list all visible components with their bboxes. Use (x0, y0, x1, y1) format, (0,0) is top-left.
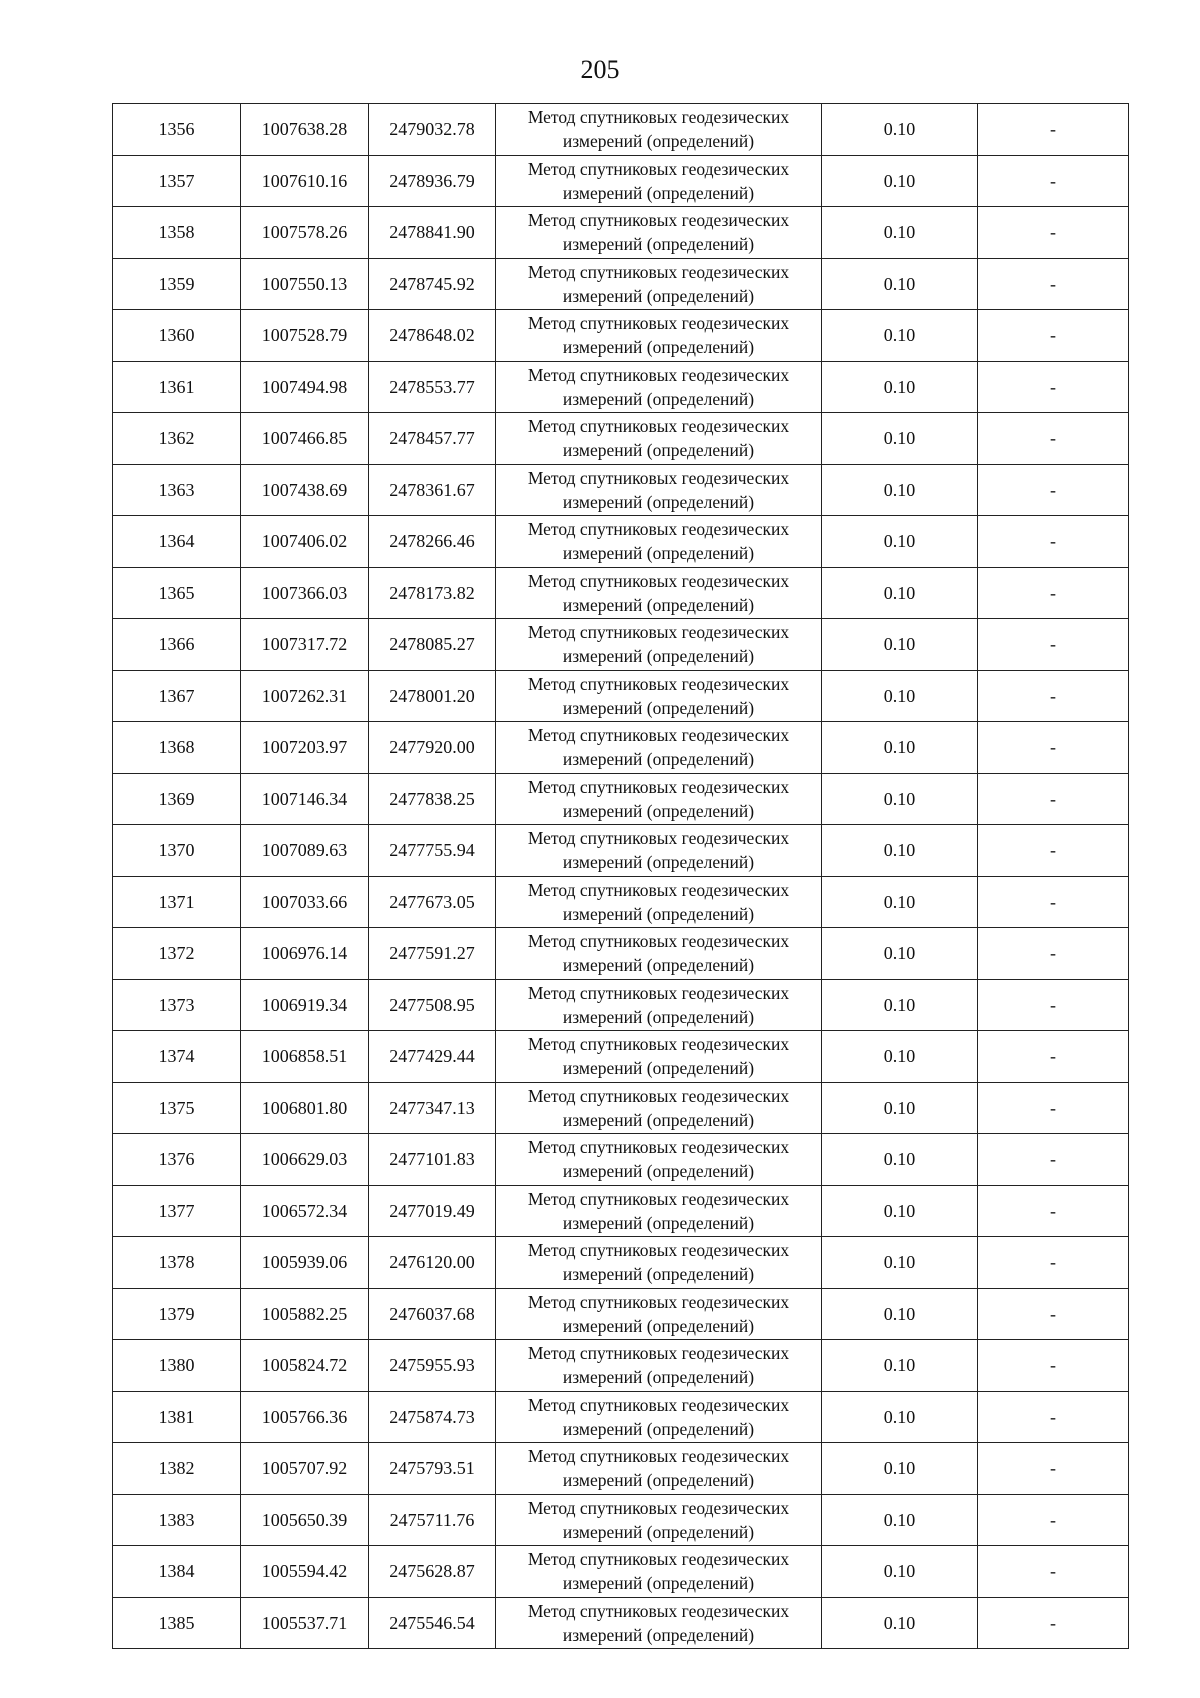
y-coordinate-cell: 2477347.13 (369, 1082, 496, 1134)
x-coordinate-cell: 1006919.34 (241, 979, 369, 1031)
table-row (113, 1597, 1129, 1649)
table-row (113, 979, 1129, 1031)
accuracy-cell: 0.10 (822, 207, 978, 259)
note-cell: - (978, 928, 1129, 980)
y-coordinate-cell: 2478457.77 (369, 413, 496, 465)
x-coordinate-cell: 1007550.13 (241, 258, 369, 310)
method-cell: Метод спутниковых геодезических измерений (определений) (496, 670, 822, 722)
point-number-cell: 1382 (113, 1443, 241, 1495)
y-coordinate-cell: 2475546.54 (369, 1597, 496, 1649)
method-cell: Метод спутниковых геодезических измерений (определений) (496, 1031, 822, 1083)
accuracy-cell: 0.10 (822, 1546, 978, 1598)
note-cell: - (978, 464, 1129, 516)
accuracy-cell: 0.10 (822, 1340, 978, 1392)
point-number-cell: 1376 (113, 1134, 241, 1186)
y-coordinate-cell: 2477019.49 (369, 1185, 496, 1237)
note-cell: - (978, 258, 1129, 310)
table-row (113, 1134, 1129, 1186)
x-coordinate-cell: 1007146.34 (241, 773, 369, 825)
method-cell: Метод спутниковых геодезических измерений (определений) (496, 1443, 822, 1495)
note-cell: - (978, 619, 1129, 671)
page-number: 205 (580, 55, 620, 84)
table-row (113, 1494, 1129, 1546)
x-coordinate-cell: 1007528.79 (241, 310, 369, 362)
point-number-cell: 1381 (113, 1391, 241, 1443)
point-number-cell: 1368 (113, 722, 241, 774)
x-coordinate-cell: 1005594.42 (241, 1546, 369, 1598)
note-cell: - (978, 1340, 1129, 1392)
y-coordinate-cell: 2478001.20 (369, 670, 496, 722)
x-coordinate-cell: 1006629.03 (241, 1134, 369, 1186)
x-coordinate-cell: 1007438.69 (241, 464, 369, 516)
point-number-cell: 1360 (113, 310, 241, 362)
accuracy-cell: 0.10 (822, 619, 978, 671)
note-cell: - (978, 1185, 1129, 1237)
point-number-cell: 1362 (113, 413, 241, 465)
accuracy-cell: 0.10 (822, 1597, 978, 1649)
point-number-cell: 1379 (113, 1288, 241, 1340)
point-number-cell: 1358 (113, 207, 241, 259)
table-row (113, 413, 1129, 465)
x-coordinate-cell: 1006801.80 (241, 1082, 369, 1134)
y-coordinate-cell: 2479032.78 (369, 104, 496, 156)
table-row (113, 361, 1129, 413)
method-cell: Метод спутниковых геодезических измерений (определений) (496, 464, 822, 516)
method-cell: Метод спутниковых геодезических измерений (определений) (496, 825, 822, 877)
method-cell: Метод спутниковых геодезических измерений (определений) (496, 1134, 822, 1186)
table-row (113, 310, 1129, 362)
point-number-cell: 1361 (113, 361, 241, 413)
method-cell: Метод спутниковых геодезических измерений (определений) (496, 1082, 822, 1134)
y-coordinate-cell: 2476037.68 (369, 1288, 496, 1340)
y-coordinate-cell: 2475711.76 (369, 1494, 496, 1546)
point-number-cell: 1363 (113, 464, 241, 516)
coordinates-table (112, 103, 1129, 1649)
x-coordinate-cell: 1007610.16 (241, 155, 369, 207)
table-row (113, 1185, 1129, 1237)
point-number-cell: 1378 (113, 1237, 241, 1289)
point-number-cell: 1366 (113, 619, 241, 671)
accuracy-cell: 0.10 (822, 825, 978, 877)
table-row (113, 1031, 1129, 1083)
x-coordinate-cell: 1005707.92 (241, 1443, 369, 1495)
accuracy-cell: 0.10 (822, 1237, 978, 1289)
y-coordinate-cell: 2477101.83 (369, 1134, 496, 1186)
point-number-cell: 1359 (113, 258, 241, 310)
accuracy-cell: 0.10 (822, 310, 978, 362)
y-coordinate-cell: 2476120.00 (369, 1237, 496, 1289)
y-coordinate-cell: 2478841.90 (369, 207, 496, 259)
accuracy-cell: 0.10 (822, 361, 978, 413)
table-row (113, 207, 1129, 259)
coordinates-table-body (113, 104, 1129, 1649)
note-cell: - (978, 722, 1129, 774)
method-cell: Метод спутниковых геодезических измерений (определений) (496, 258, 822, 310)
y-coordinate-cell: 2475955.93 (369, 1340, 496, 1392)
note-cell: - (978, 1391, 1129, 1443)
point-number-cell: 1370 (113, 825, 241, 877)
accuracy-cell: 0.10 (822, 722, 978, 774)
note-cell: - (978, 1443, 1129, 1495)
method-cell: Метод спутниковых геодезических измерений (определений) (496, 1340, 822, 1392)
note-cell: - (978, 1494, 1129, 1546)
x-coordinate-cell: 1007262.31 (241, 670, 369, 722)
point-number-cell: 1374 (113, 1031, 241, 1083)
accuracy-cell: 0.10 (822, 1494, 978, 1546)
table-row (113, 155, 1129, 207)
y-coordinate-cell: 2477429.44 (369, 1031, 496, 1083)
accuracy-cell: 0.10 (822, 773, 978, 825)
y-coordinate-cell: 2478361.67 (369, 464, 496, 516)
method-cell: Метод спутниковых геодезических измерений (определений) (496, 516, 822, 568)
method-cell: Метод спутниковых геодезических измерений (определений) (496, 567, 822, 619)
accuracy-cell: 0.10 (822, 1185, 978, 1237)
note-cell: - (978, 1288, 1129, 1340)
method-cell: Метод спутниковых геодезических измерений (определений) (496, 1546, 822, 1598)
y-coordinate-cell: 2477755.94 (369, 825, 496, 877)
point-number-cell: 1377 (113, 1185, 241, 1237)
method-cell: Метод спутниковых геодезических измерений (определений) (496, 619, 822, 671)
accuracy-cell: 0.10 (822, 258, 978, 310)
accuracy-cell: 0.10 (822, 104, 978, 156)
y-coordinate-cell: 2478173.82 (369, 567, 496, 619)
table-row (113, 1340, 1129, 1392)
point-number-cell: 1364 (113, 516, 241, 568)
table-row (113, 1443, 1129, 1495)
table-row (113, 773, 1129, 825)
accuracy-cell: 0.10 (822, 1082, 978, 1134)
note-cell: - (978, 1082, 1129, 1134)
method-cell: Метод спутниковых геодезических измерений (определений) (496, 104, 822, 156)
y-coordinate-cell: 2478266.46 (369, 516, 496, 568)
table-row (113, 104, 1129, 156)
method-cell: Метод спутниковых геодезических измерений (определений) (496, 1494, 822, 1546)
accuracy-cell: 0.10 (822, 928, 978, 980)
table-row (113, 1391, 1129, 1443)
accuracy-cell: 0.10 (822, 1391, 978, 1443)
note-cell: - (978, 1546, 1129, 1598)
table-row (113, 1288, 1129, 1340)
table-row (113, 825, 1129, 877)
note-cell: - (978, 155, 1129, 207)
note-cell: - (978, 1237, 1129, 1289)
note-cell: - (978, 979, 1129, 1031)
note-cell: - (978, 1597, 1129, 1649)
note-cell: - (978, 361, 1129, 413)
point-number-cell: 1369 (113, 773, 241, 825)
accuracy-cell: 0.10 (822, 1288, 978, 1340)
x-coordinate-cell: 1007638.28 (241, 104, 369, 156)
note-cell: - (978, 104, 1129, 156)
y-coordinate-cell: 2478936.79 (369, 155, 496, 207)
x-coordinate-cell: 1007406.02 (241, 516, 369, 568)
note-cell: - (978, 567, 1129, 619)
method-cell: Метод спутниковых геодезических измерений (определений) (496, 155, 822, 207)
point-number-cell: 1375 (113, 1082, 241, 1134)
method-cell: Метод спутниковых геодезических измерений (определений) (496, 361, 822, 413)
note-cell: - (978, 825, 1129, 877)
x-coordinate-cell: 1005824.72 (241, 1340, 369, 1392)
point-number-cell: 1385 (113, 1597, 241, 1649)
point-number-cell: 1365 (113, 567, 241, 619)
y-coordinate-cell: 2477673.05 (369, 876, 496, 928)
x-coordinate-cell: 1005882.25 (241, 1288, 369, 1340)
table-row (113, 928, 1129, 980)
point-number-cell: 1356 (113, 104, 241, 156)
method-cell: Метод спутниковых геодезических измерений (определений) (496, 1391, 822, 1443)
point-number-cell: 1367 (113, 670, 241, 722)
accuracy-cell: 0.10 (822, 979, 978, 1031)
point-number-cell: 1357 (113, 155, 241, 207)
y-coordinate-cell: 2475874.73 (369, 1391, 496, 1443)
x-coordinate-cell: 1006572.34 (241, 1185, 369, 1237)
method-cell: Метод спутниковых геодезических измерений (определений) (496, 928, 822, 980)
table-row (113, 567, 1129, 619)
accuracy-cell: 0.10 (822, 1134, 978, 1186)
method-cell: Метод спутниковых геодезических измерений (определений) (496, 876, 822, 928)
accuracy-cell: 0.10 (822, 155, 978, 207)
method-cell: Метод спутниковых геодезических измерений (определений) (496, 722, 822, 774)
accuracy-cell: 0.10 (822, 464, 978, 516)
accuracy-cell: 0.10 (822, 567, 978, 619)
x-coordinate-cell: 1007203.97 (241, 722, 369, 774)
method-cell: Метод спутниковых геодезических измерений (определений) (496, 1597, 822, 1649)
accuracy-cell: 0.10 (822, 670, 978, 722)
note-cell: - (978, 413, 1129, 465)
x-coordinate-cell: 1005939.06 (241, 1237, 369, 1289)
accuracy-cell: 0.10 (822, 1443, 978, 1495)
method-cell: Метод спутниковых геодезических измерений (определений) (496, 1288, 822, 1340)
y-coordinate-cell: 2477591.27 (369, 928, 496, 980)
x-coordinate-cell: 1007366.03 (241, 567, 369, 619)
accuracy-cell: 0.10 (822, 1031, 978, 1083)
y-coordinate-cell: 2477508.95 (369, 979, 496, 1031)
method-cell: Метод спутниковых геодезических измерений (определений) (496, 413, 822, 465)
y-coordinate-cell: 2477920.00 (369, 722, 496, 774)
x-coordinate-cell: 1006976.14 (241, 928, 369, 980)
note-cell: - (978, 773, 1129, 825)
y-coordinate-cell: 2478553.77 (369, 361, 496, 413)
point-number-cell: 1383 (113, 1494, 241, 1546)
table-row (113, 1546, 1129, 1598)
y-coordinate-cell: 2475628.87 (369, 1546, 496, 1598)
point-number-cell: 1384 (113, 1546, 241, 1598)
y-coordinate-cell: 2475793.51 (369, 1443, 496, 1495)
note-cell: - (978, 1134, 1129, 1186)
point-number-cell: 1372 (113, 928, 241, 980)
accuracy-cell: 0.10 (822, 516, 978, 568)
table-row (113, 876, 1129, 928)
accuracy-cell: 0.10 (822, 876, 978, 928)
y-coordinate-cell: 2478085.27 (369, 619, 496, 671)
method-cell: Метод спутниковых геодезических измерений (определений) (496, 1237, 822, 1289)
table-row (113, 516, 1129, 568)
table-row (113, 464, 1129, 516)
table-row (113, 1082, 1129, 1134)
x-coordinate-cell: 1005650.39 (241, 1494, 369, 1546)
method-cell: Метод спутниковых геодезических измерений (определений) (496, 773, 822, 825)
x-coordinate-cell: 1007494.98 (241, 361, 369, 413)
method-cell: Метод спутниковых геодезических измерений (определений) (496, 1185, 822, 1237)
note-cell: - (978, 310, 1129, 362)
x-coordinate-cell: 1007033.66 (241, 876, 369, 928)
x-coordinate-cell: 1006858.51 (241, 1031, 369, 1083)
note-cell: - (978, 207, 1129, 259)
method-cell: Метод спутниковых геодезических измерений (определений) (496, 979, 822, 1031)
y-coordinate-cell: 2478745.92 (369, 258, 496, 310)
table-row (113, 258, 1129, 310)
method-cell: Метод спутниковых геодезических измерений (определений) (496, 310, 822, 362)
x-coordinate-cell: 1005766.36 (241, 1391, 369, 1443)
point-number-cell: 1373 (113, 979, 241, 1031)
table-row (113, 722, 1129, 774)
x-coordinate-cell: 1007089.63 (241, 825, 369, 877)
table-row (113, 670, 1129, 722)
method-cell: Метод спутниковых геодезических измерений (определений) (496, 207, 822, 259)
point-number-cell: 1380 (113, 1340, 241, 1392)
y-coordinate-cell: 2477838.25 (369, 773, 496, 825)
table-row (113, 619, 1129, 671)
x-coordinate-cell: 1007317.72 (241, 619, 369, 671)
table-row (113, 1237, 1129, 1289)
y-coordinate-cell: 2478648.02 (369, 310, 496, 362)
x-coordinate-cell: 1007466.85 (241, 413, 369, 465)
point-number-cell: 1371 (113, 876, 241, 928)
note-cell: - (978, 876, 1129, 928)
accuracy-cell: 0.10 (822, 413, 978, 465)
note-cell: - (978, 670, 1129, 722)
x-coordinate-cell: 1007578.26 (241, 207, 369, 259)
note-cell: - (978, 1031, 1129, 1083)
note-cell: - (978, 516, 1129, 568)
x-coordinate-cell: 1005537.71 (241, 1597, 369, 1649)
